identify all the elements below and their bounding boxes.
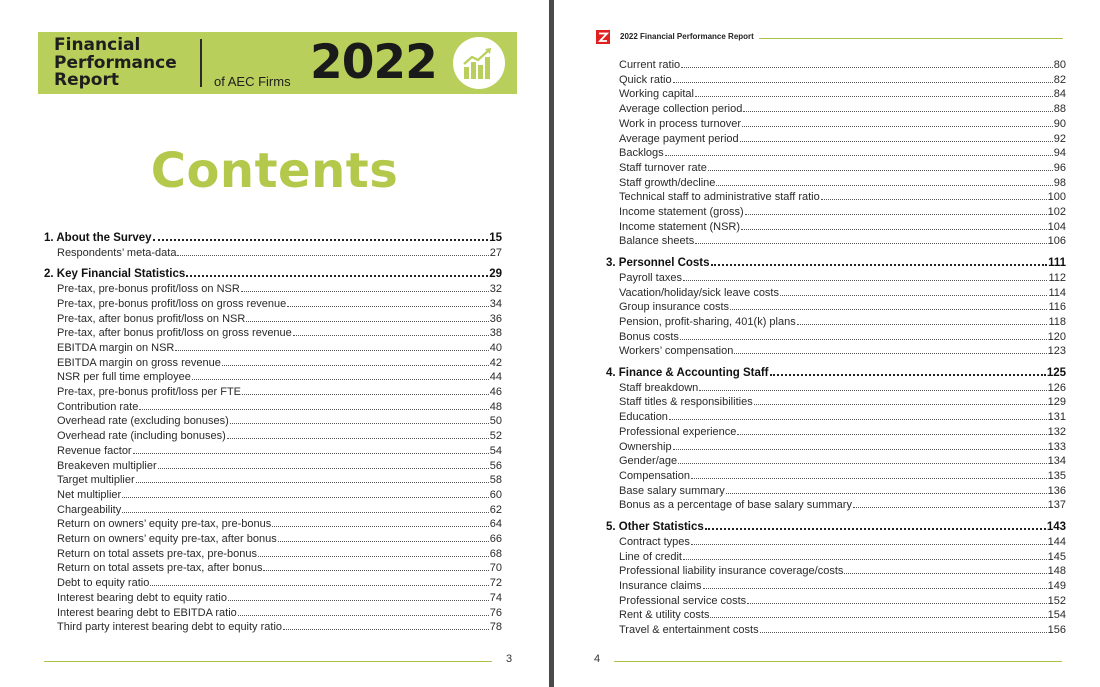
toc-leader-dots <box>740 141 1053 142</box>
contents-heading: Contents <box>150 143 399 199</box>
toc-leader-dots <box>136 482 489 483</box>
toc-entry <box>606 454 1066 469</box>
toc-entry-title: Compensation <box>619 469 690 482</box>
toc-leader-dots <box>287 306 488 307</box>
toc-entry-title: Interest bearing debt to equity ratio <box>57 591 227 604</box>
toc-entry <box>44 503 502 518</box>
toc-entry-page: 111 <box>1048 257 1066 270</box>
toc-entry-page: 32 <box>489 283 502 296</box>
toc-leader-dots <box>743 111 1052 112</box>
toc-leader-dots <box>683 280 1047 281</box>
toc-entry-page: 102 <box>1047 206 1066 219</box>
toc-entry-title: 5. Other Statistics <box>606 521 704 534</box>
toc-entry-title: Quick ratio <box>619 73 672 86</box>
toc-entry-page: 68 <box>489 547 502 560</box>
toc-list-left <box>44 231 502 635</box>
toc-leader-dots <box>150 585 488 586</box>
toc-entry-title: EBITDA margin on NSR <box>57 341 175 354</box>
toc-entry-page: 116 <box>1048 301 1066 314</box>
toc-entry-page: 27 <box>489 246 502 259</box>
toc-entry-page: 104 <box>1047 220 1066 233</box>
toc-entry-title: Ownership <box>619 440 672 453</box>
toc-entry <box>606 161 1066 176</box>
toc-entry <box>44 326 502 341</box>
toc-entry-title: EBITDA margin on gross revenue <box>57 356 221 369</box>
toc-entry <box>606 286 1066 301</box>
toc-entry <box>606 58 1066 73</box>
toc-entry <box>44 547 502 562</box>
toc-entry <box>606 498 1066 513</box>
toc-entry-page: 15 <box>489 232 502 244</box>
toc-entry-page: 118 <box>1048 315 1066 328</box>
toc-entry <box>44 297 502 312</box>
toc-entry-page: 70 <box>489 562 502 575</box>
bar-chart-growth-icon <box>453 37 505 89</box>
toc-entry-page: 48 <box>489 400 502 413</box>
toc-leader-dots <box>680 339 1047 340</box>
toc-leader-dots <box>695 243 1046 244</box>
toc-entry-page: 90 <box>1053 117 1066 130</box>
toc-leader-dots <box>747 603 1046 604</box>
toc-entry <box>44 341 502 356</box>
toc-section-entry <box>44 267 502 282</box>
toc-entry-page: 60 <box>489 488 502 501</box>
toc-list-right <box>606 58 1066 638</box>
toc-entry <box>44 429 502 444</box>
toc-leader-dots <box>797 324 1048 325</box>
toc-entry-title: Contract types <box>619 535 690 548</box>
toc-entry-page: 64 <box>489 518 502 531</box>
toc-leader-dots <box>734 353 1046 354</box>
toc-leader-dots <box>737 434 1046 435</box>
banner-title-line: Performance <box>54 52 177 73</box>
toc-entry-title: Breakeven multiplier <box>57 459 157 472</box>
toc-entry <box>44 385 502 400</box>
banner-title-line: Financial <box>54 35 141 55</box>
toc-entry-title: Group insurance costs <box>619 301 730 314</box>
report-banner <box>38 32 517 94</box>
toc-entry-page: 46 <box>489 386 502 399</box>
toc-entry <box>44 312 502 327</box>
toc-leader-dots <box>153 239 489 241</box>
toc-leader-dots <box>222 365 489 366</box>
toc-entry-page: 38 <box>489 327 502 340</box>
toc-entry-title: 1. About the Survey <box>44 232 152 244</box>
toc-entry-title: Payroll taxes <box>619 271 682 284</box>
toc-entry-title: Return on total assets pre-tax, after bonus <box>57 562 263 575</box>
toc-leader-dots <box>853 507 1047 508</box>
toc-entry <box>606 87 1066 102</box>
toc-entry-page: 62 <box>489 503 502 516</box>
toc-entry <box>606 205 1066 220</box>
toc-entry <box>606 395 1066 410</box>
toc-entry-title: Professional liability insurance coverage/costs <box>619 565 844 578</box>
toc-entry <box>44 591 502 606</box>
toc-entry-title: Working capital <box>619 88 694 101</box>
toc-leader-dots <box>716 185 1052 186</box>
toc-entry-title: Balance sheets <box>619 235 695 248</box>
toc-entry-title: 3. Personnel Costs <box>606 257 710 270</box>
toc-entry-page: 131 <box>1047 411 1066 424</box>
toc-leader-dots <box>681 67 1053 68</box>
toc-entry-title: Current ratio <box>619 59 681 71</box>
toc-entry-page: 132 <box>1047 425 1066 438</box>
toc-entry-title: Staff growth/decline <box>619 176 716 189</box>
toc-leader-dots <box>691 478 1047 479</box>
banner-divider <box>200 39 202 87</box>
toc-entry-title: Return on owners’ equity pre-tax, after bonus <box>57 533 277 546</box>
toc-entry-page: 144 <box>1047 535 1066 548</box>
toc-entry-title: Pre-tax, after bonus profit/loss on NSR <box>57 312 246 325</box>
toc-entry-title: Pre-tax, pre-bonus profit/loss per FTE <box>57 386 242 399</box>
toc-entry-title: Chargeability <box>57 503 122 516</box>
toc-entry <box>606 300 1066 315</box>
toc-leader-dots <box>695 96 1053 97</box>
toc-leader-dots <box>742 126 1053 127</box>
toc-entry <box>606 132 1066 147</box>
toc-entry-title: Respondents’ meta-data <box>57 246 177 259</box>
toc-leader-dots <box>133 453 489 454</box>
toc-entry <box>606 579 1066 594</box>
red-z-logo-icon <box>596 30 610 44</box>
toc-leader-dots <box>770 374 1046 376</box>
toc-entry-page: 133 <box>1047 440 1066 453</box>
toc-entry-title: Average collection period <box>619 103 743 116</box>
toc-entry-page: 154 <box>1047 609 1066 622</box>
toc-entry-title: Target multiplier <box>57 474 135 487</box>
toc-entry <box>44 517 502 532</box>
toc-leader-dots <box>673 449 1047 450</box>
toc-entry-page: 149 <box>1047 579 1066 592</box>
right-page <box>554 0 1100 687</box>
toc-entry-title: Overhead rate (excluding bonuses) <box>57 415 229 428</box>
toc-leader-dots <box>683 559 1047 560</box>
footer-rule <box>614 661 1062 662</box>
toc-entry <box>44 561 502 576</box>
toc-leader-dots <box>741 229 1047 230</box>
toc-entry <box>44 488 502 503</box>
toc-entry <box>606 344 1066 359</box>
toc-entry <box>606 484 1066 499</box>
toc-entry-page: 143 <box>1046 521 1066 534</box>
toc-leader-dots <box>278 541 489 542</box>
toc-entry <box>44 400 502 415</box>
page-number: 3 <box>506 653 513 665</box>
toc-entry <box>606 220 1066 235</box>
toc-entry-page: 52 <box>489 430 502 443</box>
toc-entry-page: 44 <box>489 371 502 384</box>
toc-entry-page: 34 <box>489 297 502 310</box>
toc-entry-page: 76 <box>489 606 502 619</box>
toc-section-entry <box>606 366 1066 381</box>
toc-entry <box>606 469 1066 484</box>
toc-section-entry <box>44 231 502 246</box>
toc-entry <box>606 117 1066 132</box>
toc-entry-page: 36 <box>489 312 502 325</box>
toc-entry <box>606 190 1066 205</box>
toc-entry-page: 123 <box>1047 345 1066 358</box>
toc-entry <box>606 315 1066 330</box>
toc-entry-title: Base salary summary <box>619 484 725 497</box>
banner-year: 2022 <box>310 35 437 90</box>
toc-leader-dots <box>122 512 489 513</box>
toc-entry-page: 29 <box>489 268 502 281</box>
banner-title <box>54 37 177 90</box>
toc-entry <box>606 440 1066 455</box>
toc-entry-page: 148 <box>1047 565 1066 578</box>
toc-entry-page: 136 <box>1047 484 1066 497</box>
toc-entry-page: 80 <box>1053 59 1066 71</box>
toc-entry-page: 129 <box>1047 396 1066 409</box>
toc-entry-page: 78 <box>489 621 502 634</box>
toc-entry-page: 94 <box>1053 147 1066 160</box>
toc-leader-dots <box>186 275 488 277</box>
toc-entry <box>606 535 1066 550</box>
toc-entry <box>606 102 1066 117</box>
toc-section-entry <box>606 520 1066 535</box>
toc-entry <box>606 271 1066 286</box>
toc-leader-dots <box>844 573 1046 574</box>
toc-entry-title: 2. Key Financial Statistics <box>44 268 186 281</box>
toc-entry-title: Contribution rate <box>57 400 139 413</box>
toc-leader-dots <box>699 390 1046 391</box>
toc-entry <box>44 356 502 371</box>
toc-leader-dots <box>158 468 489 469</box>
toc-entry-title: Workers’ compensation <box>619 345 734 358</box>
toc-entry-title: Income statement (NSR) <box>619 220 741 233</box>
toc-leader-dots <box>139 409 488 410</box>
toc-entry-title: Return on owners’ equity pre-tax, pre-bonus <box>57 518 272 531</box>
toc-leader-dots <box>241 291 489 292</box>
toc-entry-title: Bonus as a percentage of base salary summary <box>619 499 852 512</box>
toc-entry-title: Pre-tax, after bonus profit/loss on gross revenue <box>57 327 292 340</box>
toc-leader-dots <box>242 394 489 395</box>
toc-leader-dots <box>760 632 1047 633</box>
toc-entry-title: Vacation/holiday/sick leave costs <box>619 286 779 299</box>
toc-leader-dots <box>175 350 488 351</box>
toc-leader-dots <box>821 199 1047 200</box>
toc-leader-dots <box>705 528 1046 530</box>
toc-leader-dots <box>192 379 489 380</box>
running-header: 2022 Financial Performance Report <box>620 32 754 41</box>
toc-entry <box>44 620 502 635</box>
toc-leader-dots <box>177 255 488 256</box>
toc-entry <box>606 594 1066 609</box>
toc-entry <box>606 623 1066 638</box>
toc-entry-page: 82 <box>1053 73 1066 86</box>
toc-entry-title: Staff turnover rate <box>619 161 707 174</box>
toc-leader-dots <box>711 264 1048 266</box>
toc-leader-dots <box>754 404 1047 405</box>
toc-entry-title: Rent & utility costs <box>619 609 710 622</box>
toc-leader-dots <box>665 155 1053 156</box>
toc-entry <box>606 410 1066 425</box>
toc-entry-page: 152 <box>1047 594 1066 607</box>
toc-entry-title: Line of credit <box>619 550 682 563</box>
toc-entry-page: 126 <box>1047 381 1066 394</box>
toc-entry <box>44 606 502 621</box>
toc-entry-title: Backlogs <box>619 147 664 160</box>
toc-entry-page: 88 <box>1053 103 1066 116</box>
toc-entry <box>606 381 1066 396</box>
toc-entry <box>44 282 502 297</box>
toc-entry-page: 100 <box>1047 191 1066 204</box>
toc-entry <box>44 246 502 261</box>
toc-leader-dots <box>703 588 1047 589</box>
toc-entry <box>606 146 1066 161</box>
toc-leader-dots <box>228 600 489 601</box>
toc-leader-dots <box>230 423 489 424</box>
toc-entry-title: Net multiplier <box>57 488 122 501</box>
banner-title-line: Report <box>54 70 119 90</box>
toc-entry-page: 96 <box>1053 161 1066 174</box>
toc-entry-title: Work in process turnover <box>619 117 742 130</box>
toc-entry-title: Professional experience <box>619 425 737 438</box>
toc-entry-title: Education <box>619 411 668 424</box>
toc-entry-title: Interest bearing debt to EBITDA ratio <box>57 606 237 619</box>
toc-entry <box>44 459 502 474</box>
toc-entry-title: Insurance claims <box>619 579 702 592</box>
toc-entry-title: Debt to equity ratio <box>57 577 150 590</box>
toc-leader-dots <box>283 629 489 630</box>
toc-entry-title: Bonus costs <box>619 330 679 343</box>
toc-entry-page: 42 <box>489 356 502 369</box>
toc-entry <box>606 176 1066 191</box>
toc-entry-page: 56 <box>489 459 502 472</box>
toc-entry-page: 114 <box>1048 286 1066 299</box>
toc-entry-page: 120 <box>1047 330 1066 343</box>
banner-subtitle: of AEC Firms <box>214 74 291 89</box>
toc-entry-page: 40 <box>489 341 502 354</box>
toc-leader-dots <box>730 309 1047 310</box>
footer-rule <box>44 661 492 662</box>
toc-entry <box>606 564 1066 579</box>
header-rule <box>759 38 1063 39</box>
toc-leader-dots <box>745 214 1047 215</box>
toc-entry-page: 74 <box>489 591 502 604</box>
toc-entry <box>44 532 502 547</box>
toc-entry-title: Pension, profit-sharing, 401(k) plans <box>619 315 796 328</box>
toc-entry-title: Staff breakdown <box>619 381 699 394</box>
toc-entry-title: Overhead rate (including bonuses) <box>57 430 226 443</box>
toc-entry-title: Revenue factor <box>57 444 132 457</box>
toc-entry-page: 137 <box>1047 499 1066 512</box>
toc-entry-page: 106 <box>1047 235 1066 248</box>
toc-entry-title: Professional service costs <box>619 594 747 607</box>
toc-leader-dots <box>293 335 489 336</box>
toc-leader-dots <box>708 170 1053 171</box>
toc-entry-title: 4. Finance & Accounting Staff <box>606 367 769 380</box>
toc-entry-title: Technical staff to administrative staff ratio <box>619 191 820 204</box>
toc-leader-dots <box>726 493 1047 494</box>
toc-entry <box>44 473 502 488</box>
toc-entry-page: 156 <box>1047 624 1066 637</box>
toc-entry-page: 54 <box>489 444 502 457</box>
toc-entry <box>606 73 1066 88</box>
toc-leader-dots <box>227 438 489 439</box>
toc-entry-title: NSR per full time employee <box>57 371 191 384</box>
toc-leader-dots <box>780 295 1047 296</box>
toc-entry-title: Travel & entertainment costs <box>619 624 759 637</box>
toc-entry <box>44 444 502 459</box>
toc-leader-dots <box>691 544 1047 545</box>
toc-entry <box>44 414 502 429</box>
toc-entry-page: 84 <box>1053 88 1066 101</box>
toc-leader-dots <box>272 526 489 527</box>
toc-leader-dots <box>669 419 1047 420</box>
toc-entry <box>606 425 1066 440</box>
toc-entry-page: 145 <box>1047 550 1066 563</box>
toc-entry-title: Average payment period <box>619 132 739 145</box>
toc-entry-page: 72 <box>489 577 502 590</box>
toc-entry-page: 135 <box>1047 469 1066 482</box>
left-page <box>0 0 549 687</box>
toc-entry-title: Staff titles & responsibilities <box>619 396 753 409</box>
toc-entry <box>606 608 1066 623</box>
toc-entry <box>44 370 502 385</box>
toc-entry-title: Return on total assets pre-tax, pre-bonus <box>57 547 257 560</box>
toc-entry-page: 92 <box>1053 132 1066 145</box>
toc-entry-title: Third party interest bearing debt to equity ratio <box>57 621 283 634</box>
toc-entry <box>606 550 1066 565</box>
toc-leader-dots <box>263 570 488 571</box>
toc-entry-title: Income statement (gross) <box>619 206 744 219</box>
toc-leader-dots <box>673 82 1053 83</box>
toc-entry <box>606 330 1066 345</box>
toc-entry-title: Pre-tax, pre-bonus profit/loss on NSR <box>57 283 240 296</box>
toc-entry-page: 98 <box>1053 176 1066 189</box>
toc-leader-dots <box>238 615 489 616</box>
toc-leader-dots <box>678 463 1047 464</box>
toc-leader-dots <box>258 556 489 557</box>
toc-entry-page: 134 <box>1047 455 1066 468</box>
toc-entry <box>44 576 502 591</box>
toc-entry <box>606 234 1066 249</box>
toc-entry-title: Gender/age <box>619 455 678 468</box>
toc-entry-title: Pre-tax, pre-bonus profit/loss on gross revenue <box>57 297 287 310</box>
toc-leader-dots <box>246 321 488 322</box>
toc-entry-page: 50 <box>489 415 502 428</box>
toc-entry-page: 125 <box>1046 367 1066 380</box>
page-number: 4 <box>594 653 601 665</box>
toc-section-entry <box>606 256 1066 271</box>
toc-leader-dots <box>122 497 489 498</box>
toc-entry-page: 66 <box>489 533 502 546</box>
toc-entry-page: 112 <box>1048 271 1066 284</box>
toc-entry-page: 58 <box>489 474 502 487</box>
toc-leader-dots <box>710 617 1046 618</box>
